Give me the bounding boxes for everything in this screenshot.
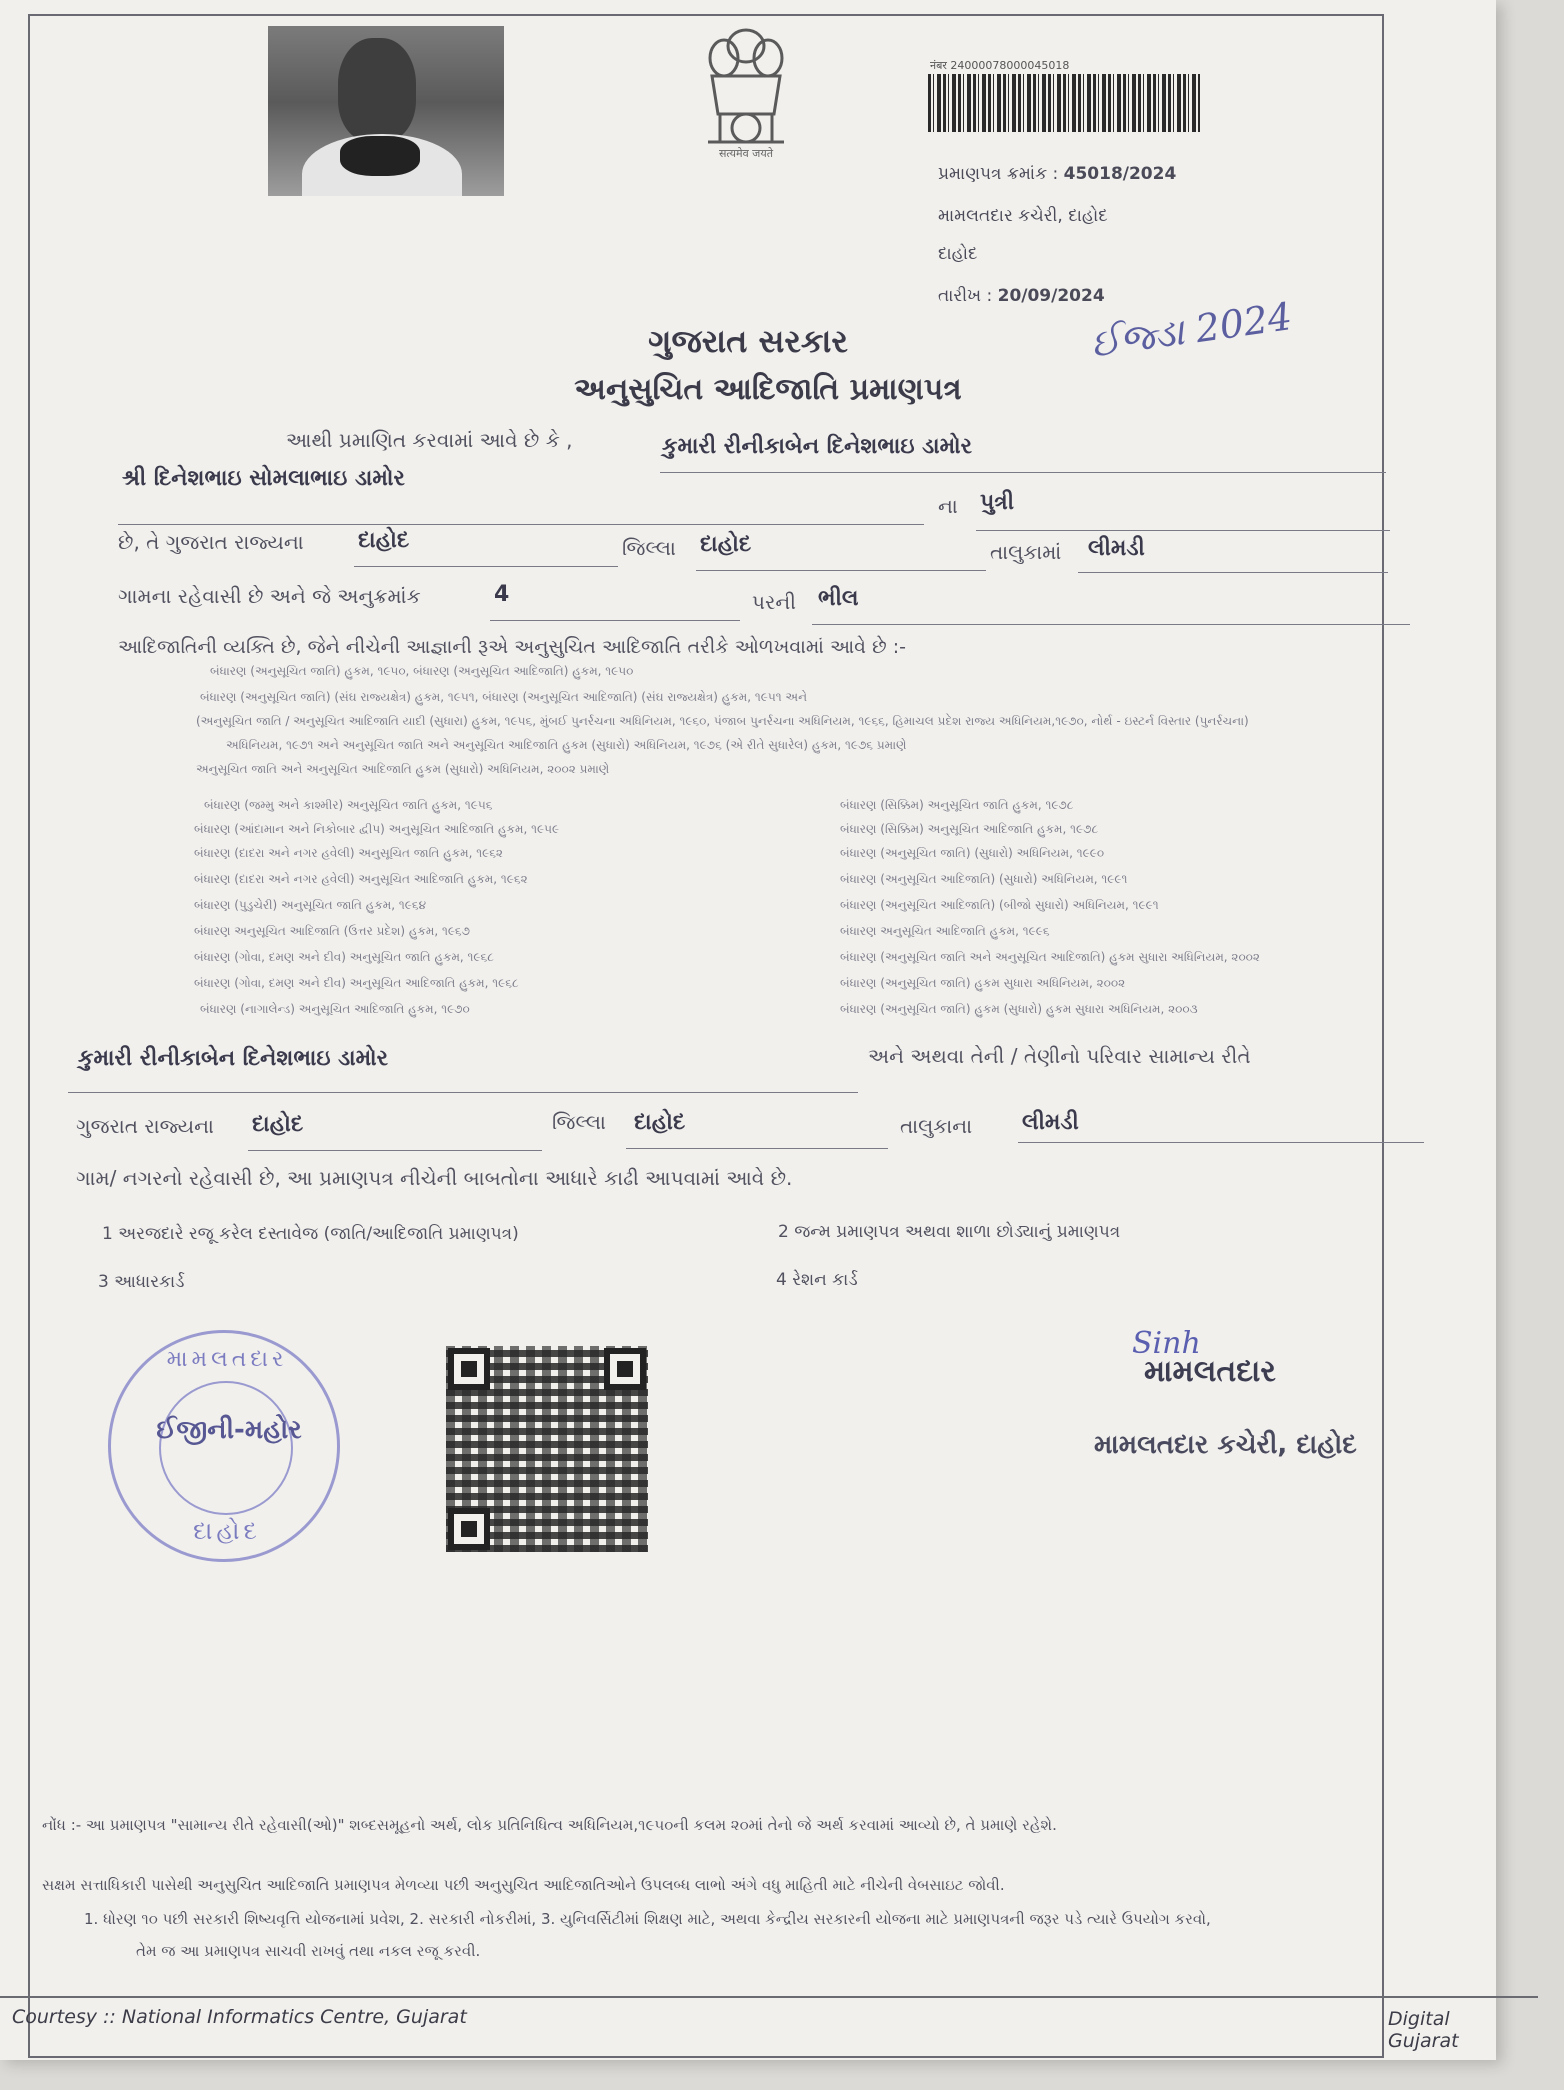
officer-office: મામલતદાર કચેરી, દાહોદ	[1094, 1430, 1357, 1460]
caste-label: પરની	[752, 590, 796, 614]
order-left-item: બંધારણ (ગોવા, દમણ અને દીવ) અનુસૂચિત આદિજાતિ હુકમ, ૧૯૬૮	[194, 976, 519, 990]
document-item: 1 અરજદારે રજૂ કરેલ દસ્તાવેજ (જાતિ/આદિજાતિ પ્રમાણપત્ર)	[102, 1224, 519, 1244]
order-line: (અનુસૂચિત જાતિ / અનુસૂચિત આદિજાતિ યાદી (સુધારા) હુકમ, ૧૯૫૬, મુંબઈ પુનર્રચના અધિનિયમ, ૧૯૬૦, પંજાબ પુનર્રચના અધિનિયમ, ૧૯૬૬, હિમાચલ પ્રદેશ રાજ્ય અધિનિયમ,૧૯૭૦, નોર્થ - ઇસ્ટર્ન વિસ્તાર (પુનર્રચના)	[196, 714, 1249, 728]
footer-brand: Digital Gujarat	[1388, 2008, 1459, 2052]
district-label-2: જિલ્લા	[552, 1110, 606, 1134]
note-line: સક્ષમ સત્તાધિકારી પાસેથી અનુસુચિત આદિજાતિ પ્રમાણપત્ર મેળવ્યા પછી અનુસુચિત આદિજાતિઓને ઉપલબ્ધ લાભો અંગે વધુ માહિતી માટે નીચેની વેબસાઇટ જોવી.	[42, 1876, 1005, 1894]
document-item: 3 આધારકાર્ડ	[98, 1272, 185, 1292]
order-line: અધિનિયમ, ૧૯૭૧ અને અનુસૂચિત જાતિ અને અનુસૂચિત આદિજાતિ હુકમ (સુધારો) અધિનિયમ, ૧૯૭૬ (એ રીતે સુધારેલ) હુકમ, ૧૯૭૬ પ્રમાણે	[226, 738, 907, 752]
document-item: 4 રેશન કાર્ડ	[776, 1270, 858, 1290]
issue-date: 20/09/2024	[997, 286, 1105, 306]
issue-date-row	[938, 286, 1105, 306]
order-right-item: બંધારણ (અનુસૂચિત જાતિ) (સુધારો) અધિનિયમ, ૧૯૯૦	[840, 846, 1105, 860]
order-left-item: બંધારણ અનુસૂચિત આદિજાતિ (ઉત્તર પ્રદેશ) હુકમ, ૧૯૬૭	[194, 924, 470, 938]
applicant-name-repeat: કુમારી રીનીકાબેન દિનેશભાઇ ડામોર	[78, 1046, 389, 1071]
caste-line	[812, 580, 1410, 625]
village-line	[354, 522, 618, 567]
father-name: શ્રી દિનેશભાઇ સોમલાભાઇ ડામોર	[122, 466, 405, 491]
issuing-office: મામલતદાર કચેરી, દાહોદ	[938, 206, 1108, 226]
order-left-item: બંધારણ (દાદરા અને નગર હવેલી) અનુસૂચિત જાતિ હુકમ, ૧૯૬૨	[194, 846, 503, 860]
taluka-label: તાલુકામાં	[990, 540, 1062, 564]
family-text: અને અથવા તેની / તેણીનો પરિવાર સામાન્ય રીતે	[868, 1044, 1251, 1068]
order-left-item: બંધારણ (ગોવા, દમણ અને દીવ) અનુસૂચિત જાતિ હુકમ, ૧૯૬૮	[194, 950, 494, 964]
footer-courtesy: Courtesy :: National Informatics Centre, Gujarat	[12, 2006, 467, 2028]
order-right-item: બંધારણ (અનુસૂચિત જાતિ) હુકમ (સુધારો) હુકમ સુધારા અધિનિયમ, ૨૦૦૩	[840, 1002, 1198, 1016]
caste-value: ભીલ	[818, 586, 859, 611]
relation-label: ના	[938, 494, 958, 518]
relation-line	[976, 484, 1390, 531]
office-seal	[108, 1330, 340, 1562]
certificate-number-label: પ્રમાણપત્ર ક્રમાંક :	[938, 164, 1059, 184]
village-value: દાહોદ	[358, 528, 410, 553]
state-label: છે, તે ગુજરાત રાજ્યના	[118, 530, 304, 554]
signature-scribble: Sinh	[1132, 1326, 1201, 1361]
taluka-line	[1078, 530, 1388, 573]
order-right-item: બંધારણ (અનુસૂચિત જાતિ) હુકમ સુધારા અધિનિયમ, ૨૦૦૨	[840, 976, 1126, 990]
entry-line	[490, 576, 740, 621]
order-right-item: બંધારણ (સિક્કિમ) અનુસૂચિત આદિજાતિ હુકમ, ૧૯૭૮	[840, 822, 1099, 836]
notification-text: આદિજાતિની વ્યક્તિ છે, જેને નીચેની આજ્ઞાની રૂએ અનુસુચિત આદિજાતિ તરીકે ઓળખવામાં આવે છે :-	[118, 636, 906, 658]
order-right-item: બંધારણ (સિક્કિમ) અનુસૂચિત જાતિ હુકમ, ૧૯૭૮	[840, 798, 1074, 812]
note-line: તેમ જ આ પ્રમાણપત્ર સાચવી રાખવું તથા નકલ રજૂ કરવી.	[136, 1942, 481, 1960]
district-line-2	[626, 1102, 888, 1149]
barcode	[928, 74, 1200, 132]
note-line: નોંધ :- આ પ્રમાણપત્ર "સામાન્ય રીતે રહેવાસી(ઓ)" શબ્દસમૂહનો અર્થ, લોક પ્રતિનિધિત્વ અધિનિયમ,૧૯૫૦ની કલમ ૨૦માં તેનો જે અર્થ કરવામાં આવ્યો છે, તે પ્રમાણે રહેશે.	[42, 1816, 1057, 1834]
order-right-item: બંધારણ (અનુસૂચિત જાતિ અને અનુસૂચિત આદિજાતિ) હુકમ સુધારા અધિનિયમ, ૨૦૦૨	[840, 950, 1260, 964]
taluka-value: લીમડી	[1088, 536, 1145, 561]
entry-value: 4	[494, 582, 510, 607]
issuing-place: દાહોદ	[938, 244, 978, 264]
footer-divider	[0, 1996, 1538, 1998]
seal-bottom-text: દાહોદ	[193, 1517, 261, 1545]
order-line: અનુસૂચિત જાતિ અને અનુસૂચિત આદિજાતિ હુકમ (સુધારો) અધિનિયમ, ૨૦૦૨ પ્રમાણે	[196, 762, 610, 776]
issue-date-label: તારીખ :	[938, 286, 993, 306]
taluka-value-2: લીમડી	[1022, 1110, 1079, 1135]
qr-code	[446, 1346, 648, 1552]
emblem-caption: सत्यमेव जयते	[718, 147, 773, 160]
applicant-name-repeat-line	[68, 1036, 858, 1093]
state-label-2: ગુજરાત રાજ્યના	[76, 1114, 214, 1138]
note-line: 1. ધોરણ ૧૦ પછી સરકારી શિષ્યવૃત્તિ યોજનામાં પ્રવેશ, 2. સરકારી નોકરીમાં, 3. યુનિવર્સિટીમાં શિક્ષણ માટે, અથવા કેન્દ્રીય સરકારની યોજના માટે પ્રમાણપત્રની જરૂર પડે ત્યારે ઉપયોગ કરવો,	[84, 1910, 1211, 1928]
relation-value: પુત્રી	[980, 490, 1015, 515]
certify-text: આથી પ્રમાણિત કરવામાં આવે છે કે ,	[286, 428, 573, 452]
barcode-number: नंबर 24000078000045018	[930, 59, 1070, 72]
document-item: 2 જન્મ પ્રમાણપત્ર અથવા શાળા છોડ્યાનું પ્રમાણપત્ર	[778, 1222, 1121, 1242]
certificate-number: 45018/2024	[1063, 164, 1177, 184]
applicant-photo	[268, 26, 504, 196]
basis-text: ગામ/ નગરનો રહેવાસી છે, આ પ્રમાણપત્ર નીચેની બાબતોના આધારે કાઢી આપવામાં આવે છે.	[76, 1166, 793, 1190]
order-line: બંધારણ (અનુસૂચિત જાતિ) હુકમ, ૧૯૫૦, બંધારણ (અનુસૂચિત આદિજાતિ) હુકમ, ૧૯૫૦	[210, 664, 634, 678]
handwritten-note: ઈજ્ડા 2024	[1087, 294, 1295, 366]
village-value-2: દાહોદ	[252, 1112, 304, 1137]
district-value-2: દાહોદ	[634, 1110, 686, 1135]
village-line-2	[248, 1104, 542, 1151]
certificate-title: અનુસુચિત આદિજાતિ પ્રમાણપત્ર	[574, 372, 962, 407]
government-title: ગુજરાત સરકાર	[648, 322, 848, 360]
order-left-item: બંધારણ (જમ્મુ અને કાશ્મીર) અનુસૂચિત જાતિ હુકમ, ૧૯૫૬	[204, 798, 493, 812]
district-value: દાહોદ	[700, 532, 752, 557]
order-left-item: બંધારણ (પુડુચેરી) અનુસૂચિત જાતિ હુકમ, ૧૯૬૪	[194, 898, 427, 912]
district-line	[696, 526, 986, 571]
entry-label: ગામના રહેવાસી છે અને જે અનુક્રમાંક	[118, 584, 421, 608]
order-right-item: બંધારણ (અનુસૂચિત આદિજાતિ) (સુધારો) અધિનિયમ, ૧૯૯૧	[840, 872, 1128, 886]
officer-designation: મામલતદાર	[1144, 1354, 1276, 1389]
order-right-item: બંધારણ (અનુસૂચિત આદિજાતિ) (બીજો સુધારો) અધિનિયમ, ૧૯૯૧	[840, 898, 1159, 912]
seal-name: ઈજીની-મહોર	[156, 1415, 302, 1445]
order-left-item: બંધારણ (આંદામાન અને નિકોબાર દ્વીપ) અનુસૂચિત આદિજાતિ હુકમ, ૧૯૫૯	[194, 822, 560, 836]
taluka-label-2: તાલુકાના	[900, 1114, 973, 1138]
taluka-line-2	[1018, 1102, 1424, 1143]
order-right-item: બંધારણ અનુસૂચિત આદિજાતિ હુકમ, ૧૯૯૬	[840, 924, 1050, 938]
applicant-name: કુમારી રીનીકાબેન દિનેશભાઇ ડામોર	[662, 434, 973, 459]
order-left-item: બંધારણ (દાદરા અને નગર હવેલી) અનુસૂચિત આદિજાતિ હુકમ, ૧૯૬૨	[194, 872, 528, 886]
seal-top-text: મામલતદાર	[166, 1347, 288, 1372]
order-line: બંધારણ (અનુસૂચિત જાતિ) (સંઘ રાજ્યક્ષેત્ર) હુકમ, ૧૯૫૧, બંધારણ (અનુસૂચિત આદિજાતિ) (સંઘ રાજ્યક્ષેત્ર) હુકમ, ૧૯૫૧ અને	[200, 690, 808, 704]
district-label: જિલ્લા	[622, 536, 676, 560]
father-name-line	[118, 462, 924, 525]
order-left-item: બંધારણ (નાગાલેન્ડ) અનુસૂચિત આદિજાતિ હુકમ, ૧૯૭૦	[200, 1002, 470, 1016]
certificate-number-row	[938, 164, 1176, 184]
